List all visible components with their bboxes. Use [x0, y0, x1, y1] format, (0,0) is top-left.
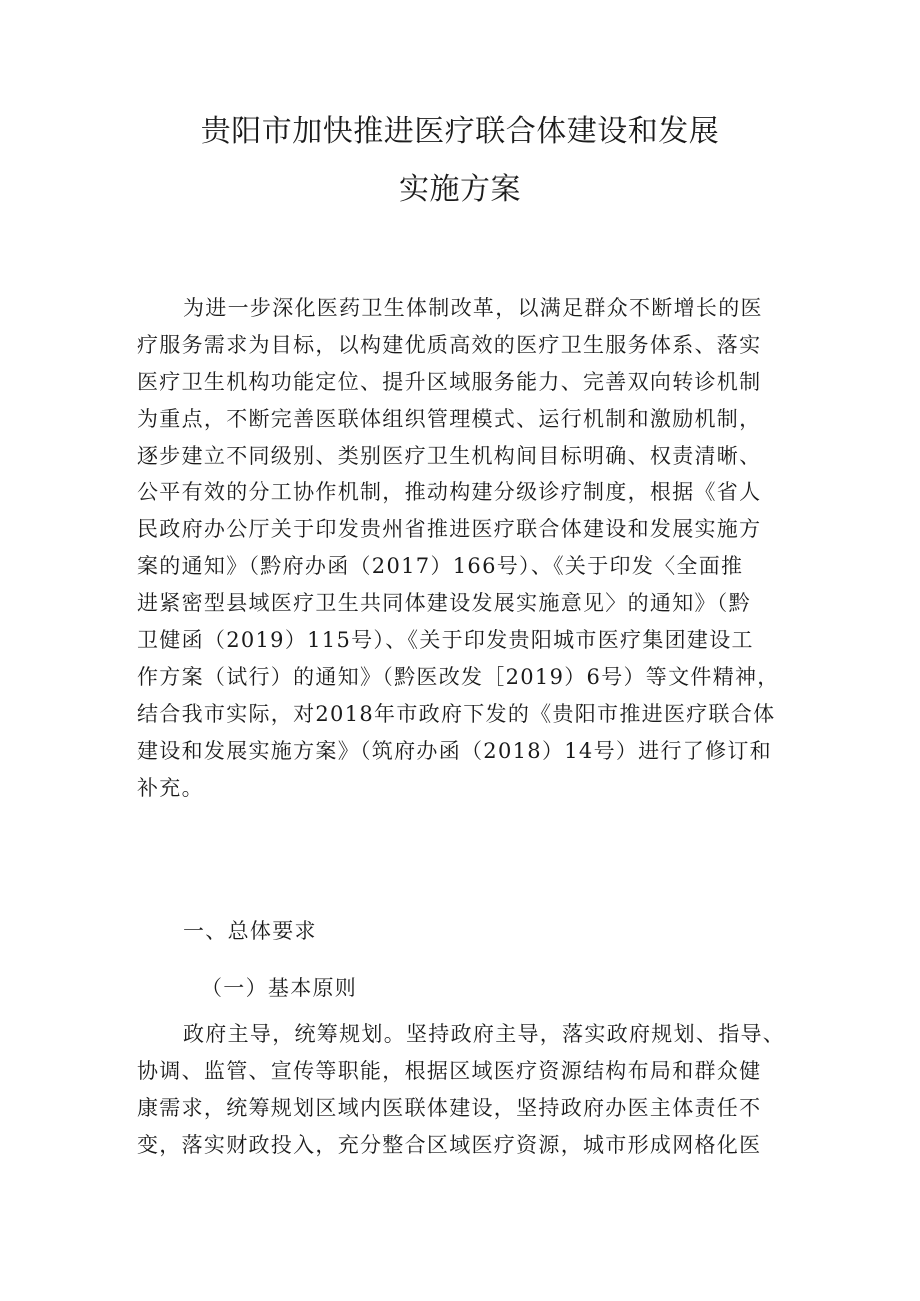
- paragraph-line: 结合我市实际，对2018年市政府下发的《贵阳市推进医疗联合体: [137, 701, 776, 726]
- paragraph-line: 康需求，统筹规划区域内医联体建设，坚持政府办医主体责任不: [137, 1095, 762, 1120]
- paragraph-line: 作方案（试行）的通知》（黔医改发［2019）6号）等文件精神，: [137, 664, 780, 689]
- subsection-heading: （一）基本原则: [201, 976, 358, 1000]
- paragraph-line: 政府主导，统筹规划。坚持政府主导，落实政府规划、指导、: [183, 1022, 786, 1046]
- paragraph-line: 补充。: [137, 775, 204, 800]
- paragraph-line: 变，落实财政投入，充分整合区域医疗资源，城市形成网格化医: [137, 1132, 762, 1157]
- paragraph-line: 民政府办公厅关于印发贵州省推进医疗联合体建设和发展实施方: [137, 517, 762, 542]
- paragraph-line: 为重点，不断完善医联体组织管理模式、运行机制和激励机制，: [137, 406, 762, 431]
- paragraph-line: 疗服务需求为目标，以构建优质高效的医疗卫生服务体系、落实: [137, 332, 762, 357]
- document-title-line-2: 实施方案: [399, 172, 521, 207]
- intro-paragraph: [137, 290, 797, 806]
- principle-paragraph: [137, 1016, 797, 1164]
- paragraph-line: 医疗卫生机构功能定位、提升区域服务能力、完善双向转诊机制: [137, 369, 762, 394]
- paragraph-line: 案的通知》（黔府办函（2017）166号）、《关于印发〈全面推: [137, 554, 744, 579]
- paragraph-line: 协调、监管、宣传等职能，根据区域医疗资源结构布局和群众健: [137, 1058, 762, 1083]
- document-title-line-1: 贵阳市加快推进医疗联合体建设和发展: [200, 114, 720, 149]
- paragraph-line: 逐步建立不同级别、类别医疗卫生机构间目标明确、权责清晰、: [137, 443, 762, 468]
- paragraph-line: 进紧密型县域医疗卫生共同体建设发展实施意见〉的通知》（黔: [137, 591, 751, 616]
- paragraph-line: 建设和发展实施方案》（筑府办函（2018）14号）进行了修订和: [137, 738, 772, 763]
- paragraph-line: 卫健函（2019）115号）、《关于印发贵阳城市医疗集团建设工: [137, 628, 754, 653]
- section-heading: 一、总体要求: [183, 919, 317, 943]
- paragraph-line: 公平有效的分工协作机制，推动构建分级诊疗制度，根据《省人: [137, 480, 762, 505]
- paragraph-line: 为进一步深化医药卫生体制改革，以满足群众不断增长的医: [183, 296, 763, 320]
